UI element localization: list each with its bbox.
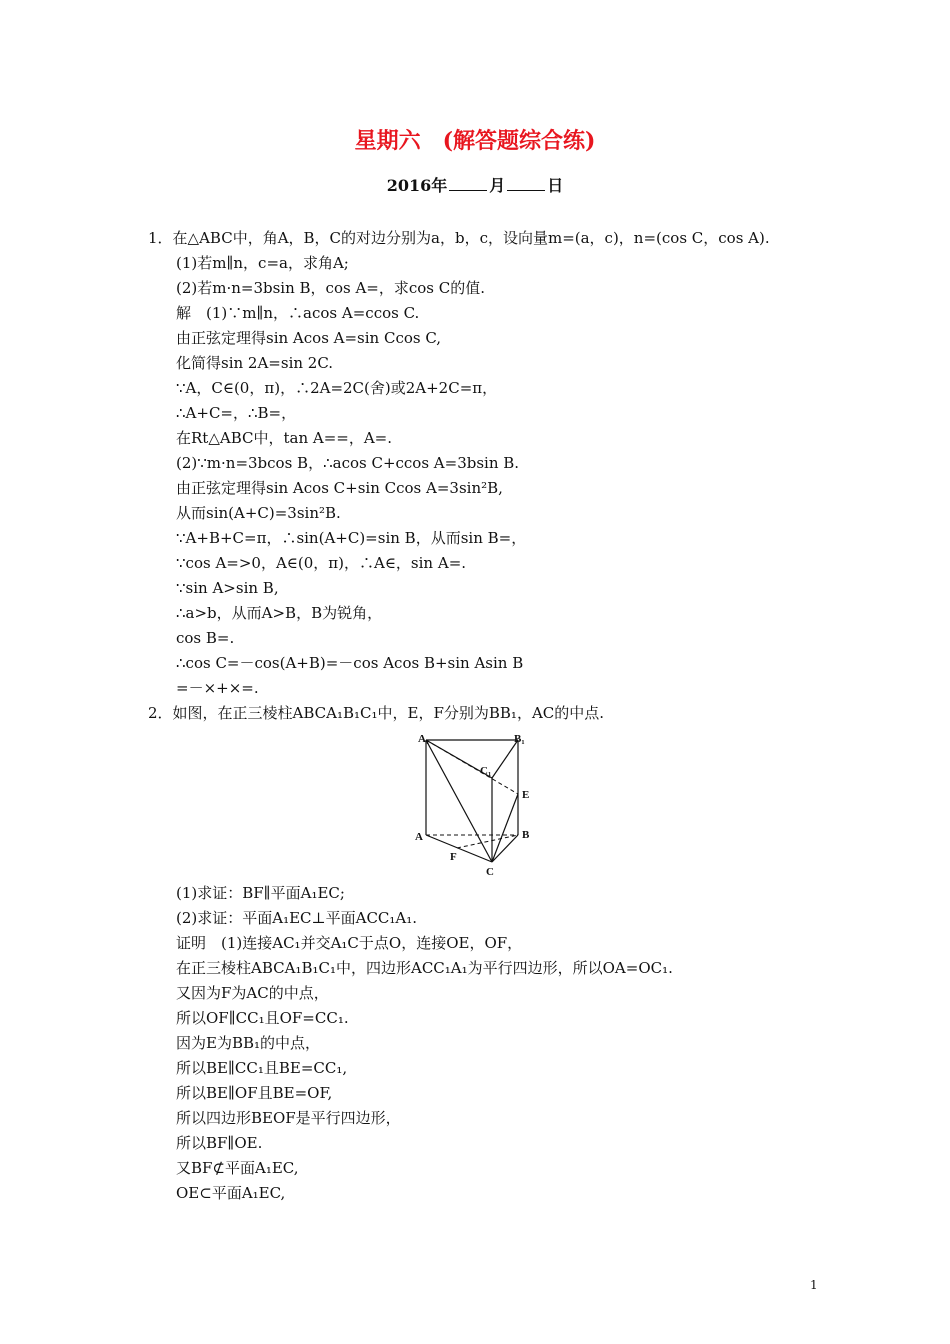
text-line: =－×+×=. bbox=[176, 679, 259, 697]
label-f: F bbox=[450, 851, 457, 863]
text-line: 因为E为BB₁的中点， bbox=[176, 1034, 321, 1052]
text-line: (1)若m∥n，c=a，求角A; bbox=[176, 254, 349, 272]
date-month: 月 bbox=[489, 176, 506, 195]
text-line: cos B=. bbox=[176, 629, 235, 647]
text-line: (2)求证：平面A₁EC⊥平面ACC₁A₁. bbox=[176, 909, 418, 927]
text-line: ∴a>b，从而A>B，B为锐角， bbox=[176, 604, 383, 622]
text-line: ∵sin A>sin B, bbox=[176, 579, 279, 597]
label-b1: B₁ bbox=[514, 733, 525, 745]
text-line: (1)求证：BF∥平面A₁EC; bbox=[176, 884, 345, 902]
text-line: 2．如图，在正三棱柱ABCA₁B₁C₁中，E，F分别为BB₁，AC的中点. bbox=[148, 704, 605, 722]
text-line: 所以BF∥OE. bbox=[176, 1134, 263, 1152]
text-line: 解 (1)∵m∥n，∴acos A=ccos C. bbox=[176, 304, 420, 322]
text-line: ∵A，C∈(0，π)，∴2A=2C(舍)或2A+2C=π， bbox=[176, 379, 498, 397]
text-line: 证明 (1)连接AC₁并交A₁C于点O，连接OE，OF， bbox=[176, 934, 523, 952]
date-year: 2016年 bbox=[386, 176, 448, 195]
text-line: 由正弦定理得sin Acos C+sin Ccos A=3sin²B, bbox=[176, 479, 503, 497]
prism-figure bbox=[410, 730, 550, 878]
text-line: 在正三棱柱ABCA₁B₁C₁中，四边形ACC₁A₁为平行四边形，所以OA=OC₁. bbox=[176, 959, 673, 977]
label-a: A bbox=[415, 831, 423, 843]
text-line: 所以OF∥CC₁且OF=CC₁. bbox=[176, 1009, 349, 1027]
text-line: 化简得sin 2A=sin 2C. bbox=[176, 354, 334, 372]
text-line: (2)∵m·n=3bcos B，∴acos C+ccos A=3bsin B. bbox=[176, 454, 520, 472]
text-line: 又因为F为AC的中点， bbox=[176, 984, 329, 1002]
text-line: ∴A+C=，∴B=， bbox=[176, 404, 297, 422]
text-line: ∵A+B+C=π，∴sin(A+C)=sin B，从而sin B=， bbox=[176, 529, 527, 547]
label-e: E bbox=[522, 789, 530, 801]
date-day: 日 bbox=[547, 176, 564, 195]
label-a1: A₁ bbox=[418, 733, 430, 745]
text-line: 又BF⊄平面A₁EC, bbox=[176, 1159, 299, 1177]
label-b: B bbox=[522, 829, 530, 841]
text-line: 在Rt△ABC中，tan A==，A=. bbox=[176, 429, 393, 447]
date-blank-day bbox=[507, 176, 545, 191]
text-line: 所以四边形BEOF是平行四边形， bbox=[176, 1109, 401, 1127]
page-title: 星期六 (解答题综合练) bbox=[354, 128, 596, 154]
text-line: 由正弦定理得sin Acos A=sin Ccos C, bbox=[176, 329, 442, 347]
text-line: ∴cos C=－cos(A+B)=－cos Acos B+sin Asin B bbox=[176, 654, 524, 672]
label-c: C bbox=[486, 866, 494, 878]
text-line: ∵cos A=>0，A∈(0，π)，∴A∈，sin A=. bbox=[176, 554, 467, 572]
date-line bbox=[0, 173, 950, 196]
text-line: 从而sin(A+C)=3sin²B. bbox=[176, 504, 341, 522]
label-c1: C₁ bbox=[480, 765, 492, 777]
text-line: 所以BE∥CC₁且BE=CC₁, bbox=[176, 1059, 348, 1077]
text-line: OE⊂平面A₁EC, bbox=[176, 1184, 286, 1202]
date-blank-month bbox=[449, 176, 487, 191]
text-line: (2)若m·n=3bsin B，cos A=，求cos C的值. bbox=[176, 279, 486, 297]
page-number: 1 bbox=[810, 1278, 818, 1292]
text-line: 所以BE∥OF且BE=OF, bbox=[176, 1084, 333, 1102]
text-line: 1．在△ABC中，角A，B，C的对边分别为a，b，c，设向量m=(a，c)，n=(cos C，cos A). bbox=[148, 229, 770, 247]
